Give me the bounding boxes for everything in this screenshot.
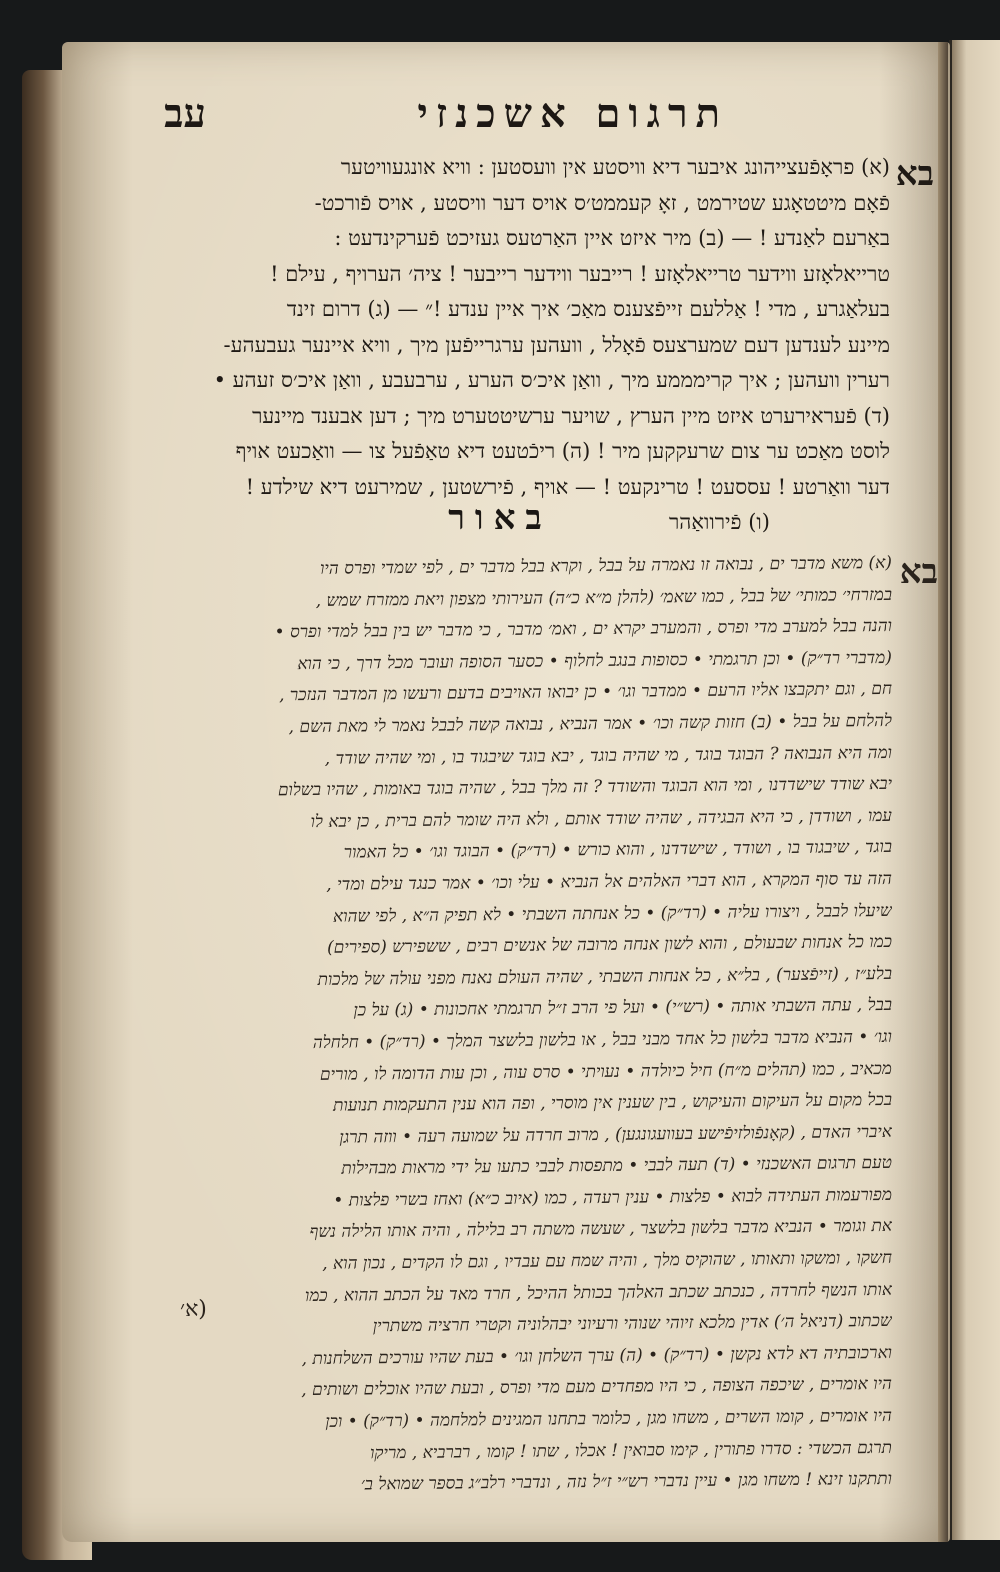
commentary-line: מכאיב , כמו (תהלים מ״ח) חיל כיולדה • נעויתי • סרס עוה , וכן עות הדומה לו , מורים [319, 1058, 893, 1085]
commentary-line: כמו כל אנחות שבעולם , והוא לשון אנחה מרובה של אנשים רבים , ששפירש (ספירים) [326, 932, 893, 958]
commentary-chapter-mark: בא [899, 552, 938, 592]
translation-line: דער וואַרטע ! עססעט ! טרינקעט ! — אויף , פֿירשטען , שמירעט דיא שילדע ! [245, 474, 890, 499]
commentary-line: היו אומרים , שיכפה הצופה , כי היו מפחדים מעם מדי ופרס , ובעת שהיו אוכלים ושותים , [301, 1374, 893, 1401]
page-header [128, 88, 888, 150]
commentary-line: במזרחי׳ כמותי׳ של בבל , כמו שאמ׳ (להלן מ״א כ״ה) העירותי מצפון ויאת ממזרח שמש , [315, 584, 893, 611]
commentary-block [114, 552, 938, 1500]
translation-line: (ד) פֿעראירערט איזט מיין הערץ , שויער ערשיטטערט מיך ; דען אבענד מיינער [252, 403, 890, 428]
commentary-line: יבא שודד שישדדנו , ומי הוא הבוגד והשודד ? זה מלך בבל , שהיה בוגד באומות , שהיו בשלום [277, 774, 893, 801]
translation-line: (א) פראָפֿעצייהונג איבער דיא וויסטע אין וועסטען : וויא אונגעוויטער [340, 155, 890, 179]
commentary-line: תרגם הכשדי : סדרו פתורין , קימו סבואין ! אכלו , שתו ! קומו , רברביא , מריקו [369, 1437, 893, 1464]
section-heading: באור [448, 498, 552, 538]
commentary-line: בלע״ז , (זייפֿצער) , בל״א , כל אנחות השבתי , שהיה העולם נאנח מפני עולה של מלכות [317, 963, 893, 990]
commentary-line: שכתוב (דניאל ה׳) אדין מלכא זיוהי שנוהי ורעיוני יבהלוניה וקטרי חרציה משתרין [372, 1311, 893, 1337]
commentary-line: היו אומרים , קומו השרים , משחו מגן , כלומר בתחנו המגינים למלחמה • (רד״ק) • וכן [325, 1405, 893, 1432]
translation-line: מיינע לענדען דעם שמערצעס פֿאָלל , וועהען ערגרייפֿען מיך , וויא איינער געבעהע- [223, 332, 890, 357]
commentary-line: (א) משא מדבר ים , נבואה זו נאמרה על בבל , וקרא בבל מדבר ים , לפי שמדי ופרס היו [319, 552, 893, 579]
commentary-line: איברי האדם , (קאָנפֿולזיפֿישע בעוועגונגען) , מרוב חרדה על שמועה רעה • ווזה תרגן [339, 1121, 893, 1148]
translation-block [120, 150, 934, 541]
commentary-line: וארכובתיה דא לדא נקשן • (רד״ק) • (ה) ערך השלחן וגו׳ • בעת שהיו עורכים השלחנות , [301, 1342, 893, 1369]
commentary-line: חשקו , ומשקו ותאותו , שהוקיס מלך , והיה שמח עם עבדיו , וגם לו הקדים , נכון הוא , [322, 1247, 893, 1274]
running-title: תרגום אשכנזי [417, 90, 728, 137]
translation-line: בעלאַגרע , מדי ! אַללעם זייפֿצענס מאַכ׳ איך איין ענדע !״ — (ג) דרום זינד [286, 297, 890, 321]
translation-line: לוסט מאַכט ער צום שרעקקען מיר ! (ה) ריכֿטעט דיא טאַפֿעל צו — וואַכעט אויף [235, 439, 890, 463]
commentary-line: וגו׳ • הנביא מדבר בלשון כל אחד מבני בבל , או בלשון בלשצר המלך • (רד״ק) • חלחלה [312, 1026, 893, 1053]
translation-line: באַרעם לאַנדע ! — (ב) מיר איזט איין האַרטעס געזיכט פֿערקינדעט : [334, 226, 890, 250]
commentary-line: אותו הנשף לחרדה , כנכתב שכתב האלהך בכותל ההיכל , חרד מאד על הכתב ההוא , כמו [304, 1279, 893, 1306]
commentary-line: ומה היא הנבואה ? הבוגד בוגד , מי שהיה בוגד , יבא בוגד שיבגוד בו , ומי שהיה שודד , [324, 742, 893, 769]
chapter-mark: בא [895, 154, 934, 194]
commentary-line: להלחם על בבל • (ב) חזות קשה וכו׳ • אמר הנביא , נבואה קשה לבבל נאמר לי מאת השם , [288, 710, 893, 738]
catchword: (א׳ [180, 1297, 207, 1322]
commentary-line: בכל מקום על העיקום והעיקוש , בין שענין אין מוסרי , ופה הוא ענין התעקמות תנועות [332, 1090, 893, 1116]
folio-number: עב [164, 90, 206, 137]
commentary-line: הזה עד סוף המקרא , הוא דברי האלהים אל הנביא • עלי וכו׳ • אמר כנגד עילם ומדי , [326, 868, 893, 895]
commentary-line: בוגד , שיבגוד בו , ושודד , שישדדנו , והוא כורש • (רד״ק) • הבוגד וגו׳ • כל האמור [343, 837, 893, 864]
commentary-line: והנה בבל למערב מדי ופרס , והמערב יקרא ים , ואמ׳ מדבר , כי מדבר יש בין בבל למדי ופרס • [274, 616, 893, 643]
translation-line: (ו) פֿירוואַהר [668, 510, 770, 534]
translation-line: פֿאָם מיטטאָגע שטירמט , זאָ קעממט׳ס אויס דער וויסטע , אויס פֿורכט- [314, 190, 890, 215]
commentary-line: חם , וגם יתקבצו אליו הרעם • ממדבר וגו׳ • כן יבואו האויבים בדעם ורעשו מן המדבר הנזכר , [278, 679, 893, 706]
commentary-line: עמו , ושודדן , כי היא הבגידה , שהיה שודד אותם , ולא היה שומר להם ברית , כן יבא לו [310, 805, 893, 832]
commentary-line: טעם תרגום האשכנזי • (ד) תעה לבבי • מתפסות לבבי כתעו על ידי מראות מבהילות [341, 1153, 893, 1179]
facing-page-edge [949, 40, 1000, 1540]
commentary-line: ותתקנו זינא ! משחו מגן • עיין נדברי רש״י ז״ל נזה , ונדברי רלב״ג בספר שמואל ב׳ [360, 1469, 893, 1495]
commentary-line: בבל , עתה השבתי אותה • (רש״י) • ועל פי הרב ז״ל תרגמתי אחכונות • (ג) על כן [353, 995, 893, 1021]
commentary-line: מפורעמות העתידה לבוא • פלצות • ענין רעדה , כמו (איוב כ״א) ואחז בשרי פלצות • [333, 1184, 893, 1211]
commentary-line: שיעלו לבבל , ויצורו עליה • (רד״ק) • כל אנחתה השבתי • לא תפיק ה״א , לפי שהוא [332, 900, 893, 927]
commentary-line: (מדברי רד״ק) • וכן תרגמתי • כסופות בנגב לחלוף • כסער הסופה ועובר מכל דרך , כי הוא [297, 647, 893, 674]
page-gutter-shadow [938, 42, 948, 1542]
commentary-line: את וגומר • הנביא מדבר בלשון בלשצר , שעשה משתה רב בלילה , והיה אותו הלילה נשף [309, 1216, 893, 1243]
translation-line: טרייאלאָזע ווידער טרייאלאָזע ! רייבער ווידער רייבער ! ציה׳ הערויף , עילם ! [270, 261, 890, 286]
translation-line: רערין וועהען ; איך קרימממע מיך , וואַן איכ׳ס הערע , ערבעבע , וואַן איכ׳ס זעהע • [213, 368, 890, 392]
